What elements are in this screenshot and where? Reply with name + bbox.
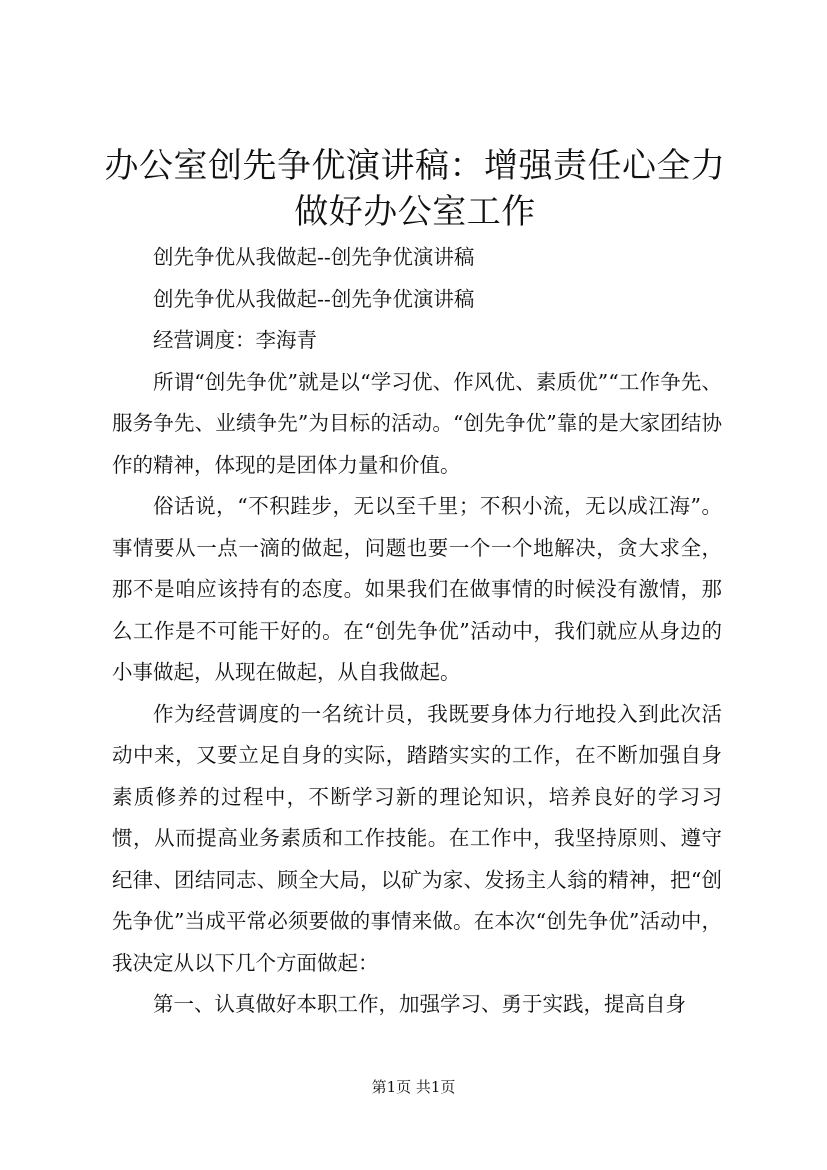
paragraph-subtitle-1: 创先争优从我做起--创先争优演讲稿 (153, 245, 475, 269)
paragraph-subtitle-2: 创先争优从我做起--创先争优演讲稿 (153, 286, 475, 311)
document-body (112, 237, 722, 1026)
document-title: 办公室创先争优演讲稿：增强责任心全力做好办公室工作 (104, 146, 726, 232)
paragraph-first-point: 第一、认真做好本职工作，加强学习、勇于实践，提高自身 (153, 992, 686, 1016)
paragraph-author: 经营调度：李海青 (153, 328, 317, 352)
paragraph-proverb: 俗话说，“不积跬步，无以至千里；不积小流，无以成江海”。事情要从一点一滴的做起，问题也要一个一个地解决，贪大求全，那不是咱应该持有的态度。如果我们在做事情的时候没有激情，那么工作是不可能干好的。在“创先争优”活动中，我们就应从身边的小事做起，从现在做起，从自我做起。 (112, 494, 722, 684)
paragraph-definition: 所谓“创先争优”就是以“学习优、作风优、素质优”“工作争先、服务争先、业绩争先”为目标的活动。“创先争优”靠的是大家团结协作的精神，体现的是团体力量和价值。 (112, 369, 722, 477)
page-footer: 第1页 共1页 (371, 1078, 456, 1096)
paragraph-role: 作为经营调度的一名统计员，我既要身体力行地投入到此次活动中来，又要立足自身的实际，踏踏实实的工作，在不断加强自身素质修养的过程中，不断学习新的理论知识，培养良好的学习习惯，从而提高业务素质和工作技能。在工作中，我坚持原则、遵守纪律、团结同志、顾全大局，以矿为家、发扬主人翁的精神，把“创先争优”当成平常必须要做的事情来做。在本次“创先争优”活动中，我决定从以下几个方面做起： (112, 701, 722, 975)
